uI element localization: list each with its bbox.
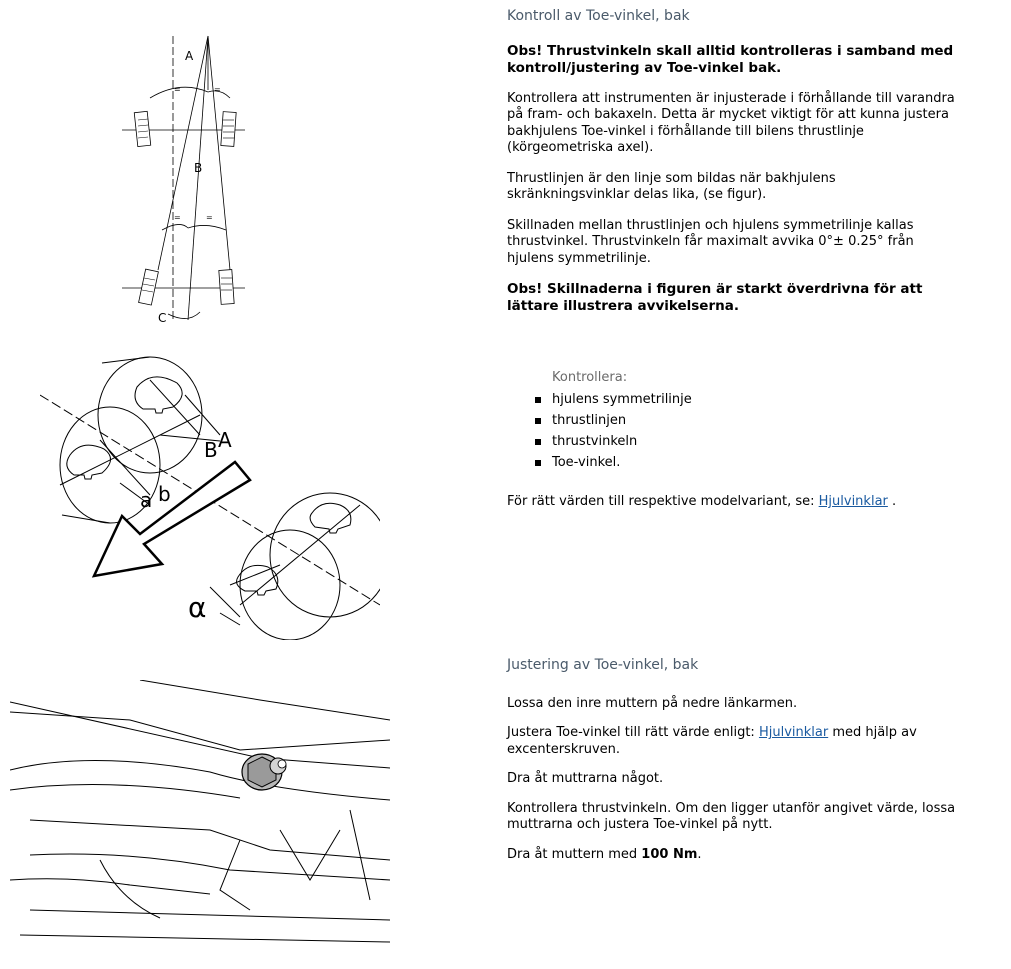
fig1-eq-3: = xyxy=(174,213,181,222)
section-toe-adjust xyxy=(507,657,959,863)
fig1-eq-2: = xyxy=(214,85,221,94)
fig1-label-c: C xyxy=(158,311,167,325)
step-check-thrust: Kontrollera thrustvinkeln. Om den ligger utanför angivet värde, lossa muttrarna och justera Toe-vinkel på nytt. xyxy=(507,800,956,832)
note-exaggerated: Obs! Skillnaderna i figuren är starkt överdrivna för att lättare illustrera avvikelserna. xyxy=(507,281,923,314)
step-torque-suffix: . xyxy=(697,846,702,862)
torque-value: 100 Nm xyxy=(641,846,698,862)
step-adjust-suffix: med hjälp av excenterskruven. xyxy=(507,725,917,757)
fig2-label-a: A xyxy=(218,428,232,452)
fig2-label-b: B xyxy=(204,438,218,462)
note-thrust-check: Obs! Thrustvinkeln skall alltid kontrolleras i samband med kontroll/justering av Toe-vinkel bak. xyxy=(507,42,954,76)
wheel-toe-diagram xyxy=(40,355,380,640)
paragraph-thrust-line: Thrustlinjen är den linje som bildas när bakhjulens skränkningsvinklar delas lika, (se figur). xyxy=(507,170,836,202)
fig1-label-b: B xyxy=(194,161,203,175)
section-heading-adjust: Justering av Toe-vinkel, bak xyxy=(507,657,699,673)
step-tighten-slightly: Dra åt muttrarna något. xyxy=(507,771,664,786)
step-adjust-text: Justera Toe-vinkel till rätt värde enligt: xyxy=(507,725,759,740)
list-item: thrustlinjen xyxy=(507,410,959,431)
list-item: Toe-vinkel. xyxy=(507,452,959,473)
checklist xyxy=(507,370,959,473)
step-loosen-nut: Lossa den inre muttern på nedre länkarmen. xyxy=(507,695,798,711)
fig2-label-alpha: α xyxy=(188,591,207,624)
fig2-label-b-lower: b xyxy=(158,482,171,506)
fig1-label-a: A xyxy=(185,49,194,63)
reference-suffix: . xyxy=(887,494,897,509)
hjulvinklar-link-2[interactable]: Hjulvinklar xyxy=(758,725,829,740)
paragraph-thrust-angle: Skillnaden mellan thrustlinjen och hjulens symmetrilinje kallas thrustvinkel. Thrustvinkeln får maximalt avvika 0°± 0.25° från hjulens symmetrilinje. xyxy=(507,217,914,266)
section-heading-check: Kontroll av Toe-vinkel, bak xyxy=(507,8,690,24)
paragraph-instruments: Kontrollera att instrumenten är injusterade i förhållande till varandra på fram- och bakaxeln. Detta är mycket viktigt för att kunna justera bakhjulens Toe-vinkel i förhållande till bilens thrustlinje (körgeometriska axel). xyxy=(507,90,955,155)
checklist-label: Kontrollera: xyxy=(552,370,628,385)
thrust-angle-diagram xyxy=(110,30,270,330)
fig1-eq-1: = xyxy=(174,85,181,94)
fig2-label-a-lower: a xyxy=(140,488,153,512)
reference-line xyxy=(507,494,959,511)
section-toe-check xyxy=(507,8,959,315)
list-item: hjulens symmetrilinje xyxy=(507,389,959,410)
fig1-eq-4: = xyxy=(206,213,213,222)
reference-text: För rätt värden till respektive modelvariant, se: xyxy=(507,494,819,509)
step-torque-text: Dra åt muttern med xyxy=(507,846,642,862)
suspension-bolt-drawing xyxy=(10,680,395,959)
hjulvinklar-link[interactable]: Hjulvinklar xyxy=(818,494,888,509)
eccentric-bolt xyxy=(242,754,286,790)
list-item: thrustvinkeln xyxy=(507,431,959,452)
